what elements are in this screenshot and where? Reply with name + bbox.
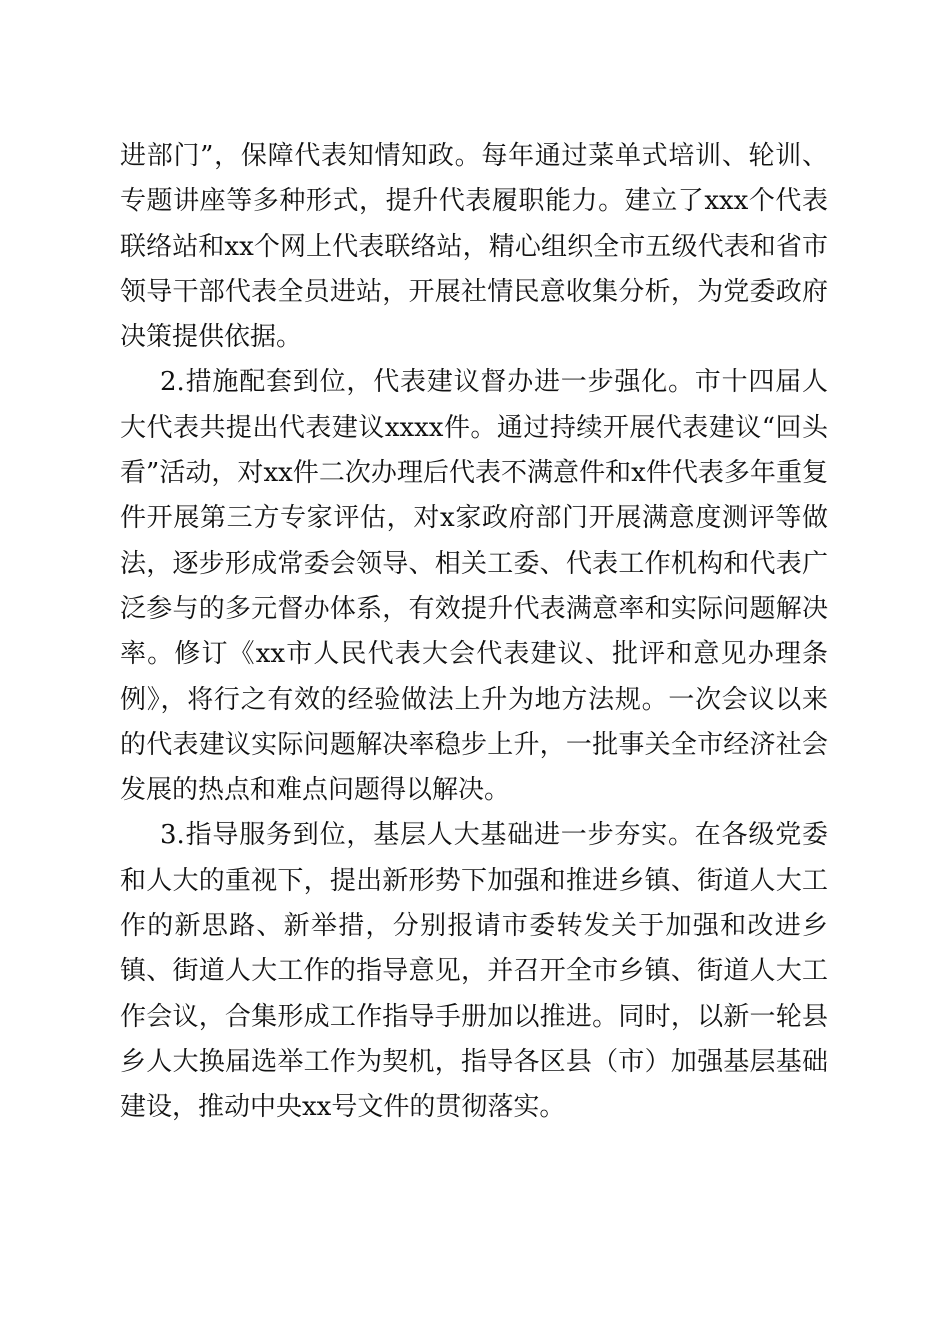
paragraph-continuation: 进部门”，保障代表知情知政。每年通过菜单式培训、轮训、专题讲座等多种形式，提升代表履职能力。建立了xxx个代表联络站和xx个网上代表联络站，精心组织全市五级代表和省市领导干部代表全员进站，开展社情民意收集分析，为党委政府决策提供依据。 (120, 141, 828, 353)
paragraph-item-3: 3.指导服务到位，基层人大基础进一步夯实。在各级党委和人大的重视下，提出新形势下加强和推进乡镇、街道人大工作的新思路、新举措，分别报请市委转发关于加强和改进乡镇、街道人大工作的指导意见，并召开全市乡镇、街道人大工作会议，合集形成工作指导手册加以推进。同时，以新一轮县乡人大换届选举工作为契机，指导各区县（市）加强基层基础建设，推动中央xx号文件的贯彻落实。 (120, 820, 828, 1123)
document-body (120, 134, 828, 1131)
paragraph-item-2: 2.措施配套到位，代表建议督办进一步强化。市十四届人大代表共提出代表建议xxxx件。通过持续开展代表建议“回头看”活动，对xx件二次办理后代表不满意件和x件代表多年重复件开展第三方专家评估，对x家政府部门开展满意度测评等做法，逐步形成常委会领导、相关工委、代表工作机构和代表广泛参与的多元督办体系，有效提升代表满意率和实际问题解决率。修订《xx市人民代表大会代表建议、批评和意见办理条例》，将行之有效的经验做法上升为地方法规。一次会议以来的代表建议实际问题解决率稳步上升，一批事关全市经济社会发展的热点和难点问题得以解决。 (120, 367, 828, 806)
